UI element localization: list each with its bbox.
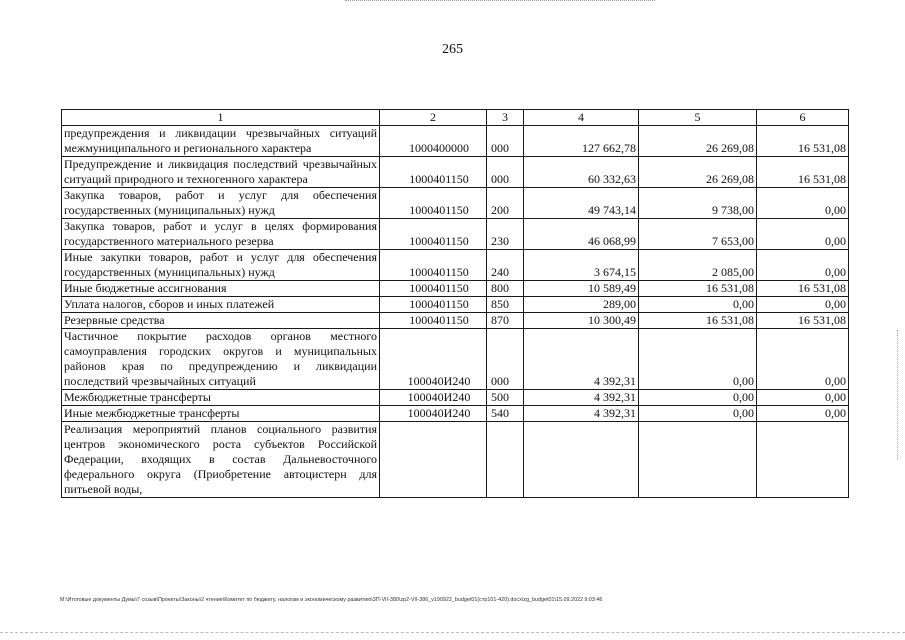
row-value-4: 10 300,49 — [524, 313, 639, 329]
row-type: 500 — [487, 390, 524, 406]
table-row — [62, 297, 849, 313]
row-name: Иные закупки товаров, работ и услуг для обеспечения государственных (муниципальных) нужд — [62, 250, 380, 281]
row-type: 000 — [487, 157, 524, 188]
table-row — [62, 126, 849, 157]
row-name: Реализация мероприятий планов социального развития центров экономического роста субъектов Российской Федерации, входящих в состав Дальневосточного федерального округа (Приобретение автоцистерн для питьевой воды, — [62, 422, 380, 498]
budget-table — [61, 109, 849, 498]
row-value-5: 26 269,08 — [639, 126, 757, 157]
table-row — [62, 250, 849, 281]
table-row — [62, 329, 849, 390]
scan-artifact-right — [897, 330, 898, 460]
header-cell: 4 — [524, 110, 639, 126]
row-value-4: 46 068,99 — [524, 219, 639, 250]
table-header-row — [62, 110, 849, 126]
row-value-6: 16 531,08 — [757, 126, 849, 157]
row-type: 200 — [487, 188, 524, 219]
row-type: 540 — [487, 406, 524, 422]
row-code: 1000400000 — [380, 126, 487, 157]
table-row — [62, 390, 849, 406]
row-value-6: 0,00 — [757, 250, 849, 281]
row-value-4: 127 662,78 — [524, 126, 639, 157]
row-value-5 — [639, 422, 757, 498]
row-value-6: 16 531,08 — [757, 281, 849, 297]
row-value-4: 49 743,14 — [524, 188, 639, 219]
row-name: Предупреждение и ликвидация последствий чрезвычайных ситуаций природного и техногенного характера — [62, 157, 380, 188]
row-value-5: 7 653,00 — [639, 219, 757, 250]
row-type: 800 — [487, 281, 524, 297]
row-value-4: 3 674,15 — [524, 250, 639, 281]
row-code: 1000401150 — [380, 281, 487, 297]
row-type: 000 — [487, 126, 524, 157]
table-row — [62, 313, 849, 329]
header-cell: 3 — [487, 110, 524, 126]
row-name: предупреждения и ликвидации чрезвычайных ситуаций межмуниципального и регионального характера — [62, 126, 380, 157]
row-value-6: 0,00 — [757, 188, 849, 219]
table-row — [62, 219, 849, 250]
row-value-6: 16 531,08 — [757, 313, 849, 329]
row-type: 870 — [487, 313, 524, 329]
table-row — [62, 188, 849, 219]
page-number: 265 — [442, 42, 463, 57]
row-type: 850 — [487, 297, 524, 313]
row-name: Уплата налогов, сборов и иных платежей — [62, 297, 380, 313]
row-code: 1000401150 — [380, 313, 487, 329]
table-row — [62, 281, 849, 297]
row-value-4: 60 332,63 — [524, 157, 639, 188]
row-value-6: 16 531,08 — [757, 157, 849, 188]
row-name: Межбюджетные трансферты — [62, 390, 380, 406]
table-row — [62, 157, 849, 188]
row-type: 240 — [487, 250, 524, 281]
row-value-4 — [524, 422, 639, 498]
row-code: 1000401150 — [380, 297, 487, 313]
row-value-4: 4 392,31 — [524, 329, 639, 390]
row-code: 100040И240 — [380, 390, 487, 406]
row-type: 230 — [487, 219, 524, 250]
row-value-5: 0,00 — [639, 390, 757, 406]
row-value-5: 0,00 — [639, 329, 757, 390]
scan-artifact-top — [345, 0, 655, 4]
row-value-6 — [757, 422, 849, 498]
row-value-6: 0,00 — [757, 329, 849, 390]
row-value-6: 0,00 — [757, 219, 849, 250]
header-cell: 6 — [757, 110, 849, 126]
row-code — [380, 422, 487, 498]
row-code: 100040И240 — [380, 329, 487, 390]
document-file-path: M:\Итоговые документы Думы\7 созыв\Проекты\Законы\2 чтение\Комитет по бюджету, налогам и экономическому развитию\3П-VII-380\zp2-VII-386_v190922_budget01(стр101-420).docx\zg_budget01\15.09.2022 9:03:46 — [60, 597, 603, 603]
row-code: 1000401150 — [380, 219, 487, 250]
table-row — [62, 406, 849, 422]
header-cell: 2 — [380, 110, 487, 126]
row-value-5: 16 531,08 — [639, 313, 757, 329]
row-name: Закупка товаров, работ и услуг в целях формирования государственного материального резерва — [62, 219, 380, 250]
row-name: Иные межбюджетные трансферты — [62, 406, 380, 422]
scan-artifact-bottom — [0, 632, 905, 633]
row-value-6: 0,00 — [757, 390, 849, 406]
row-name: Частичное покрытие расходов органов местного самоуправления городских округов и муниципальных районов края по предупреждению и ликвидации последствий чрезвычайных ситуаций — [62, 329, 380, 390]
row-value-4: 4 392,31 — [524, 406, 639, 422]
row-code: 1000401150 — [380, 157, 487, 188]
row-value-5: 26 269,08 — [639, 157, 757, 188]
row-code: 100040И240 — [380, 406, 487, 422]
row-value-6: 0,00 — [757, 297, 849, 313]
row-value-6: 0,00 — [757, 406, 849, 422]
row-value-5: 0,00 — [639, 406, 757, 422]
row-value-4: 4 392,31 — [524, 390, 639, 406]
row-name: Резервные средства — [62, 313, 380, 329]
header-cell: 1 — [62, 110, 380, 126]
header-cell: 5 — [639, 110, 757, 126]
row-type — [487, 422, 524, 498]
row-name: Иные бюджетные ассигнования — [62, 281, 380, 297]
table-row — [62, 422, 849, 498]
row-value-4: 289,00 — [524, 297, 639, 313]
row-value-5: 16 531,08 — [639, 281, 757, 297]
row-value-4: 10 589,49 — [524, 281, 639, 297]
row-value-5: 0,00 — [639, 297, 757, 313]
row-code: 1000401150 — [380, 250, 487, 281]
row-name: Закупка товаров, работ и услуг для обеспечения государственных (муниципальных) нужд — [62, 188, 380, 219]
row-code: 1000401150 — [380, 188, 487, 219]
row-value-5: 2 085,00 — [639, 250, 757, 281]
row-value-5: 9 738,00 — [639, 188, 757, 219]
row-type: 000 — [487, 329, 524, 390]
